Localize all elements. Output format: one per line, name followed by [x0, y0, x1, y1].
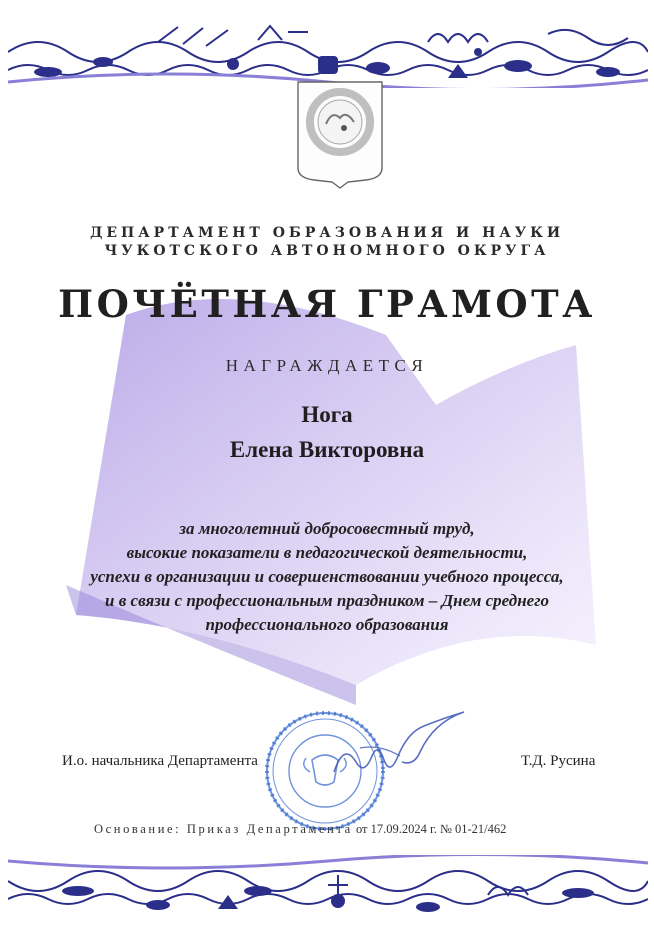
recipient-given-names: Елена Викторовна: [229, 437, 425, 462]
awarded-label: НАГРАЖДАЕТСЯ: [225, 356, 429, 375]
handwritten-signature: [330, 708, 470, 788]
recipient-surname: Нога: [301, 402, 353, 427]
reason-line: успехи в организации и совершенствовании учебного процесса,: [90, 567, 564, 586]
reason-line: профессионального образования: [205, 615, 449, 634]
basis-line: [94, 822, 506, 837]
bottom-ornament-band: [8, 855, 648, 917]
signatory-position: И.о. начальника Департамента: [62, 753, 258, 769]
reason-line: высокие показатели в педагогической деятельности,: [126, 543, 528, 562]
certificate-title: ПОЧЁТНАЯ ГРАМОТА: [58, 282, 596, 326]
top-ornament-band: [8, 22, 648, 88]
basis-details: от 17.09.2024 г. № 01-21/462: [355, 822, 507, 836]
signatory-name: Т.Д. Русина: [521, 753, 596, 769]
organization-line-1: ДЕПАРТАМЕНТ ОБРАЗОВАНИЯ И НАУКИ: [89, 225, 565, 241]
organization-line-2: ЧУКОТСКОГО АВТОНОМНОГО ОКРУГА: [104, 243, 550, 259]
reason-line: за многолетний добросовестный труд,: [179, 519, 475, 538]
basis-label: Основание: Приказ Департамента: [94, 822, 353, 836]
reason-line: и в связи с профессиональным праздником – Днем среднего: [105, 591, 549, 610]
open-book-background: [56, 285, 626, 725]
coat-of-arms-icon: [296, 80, 384, 190]
